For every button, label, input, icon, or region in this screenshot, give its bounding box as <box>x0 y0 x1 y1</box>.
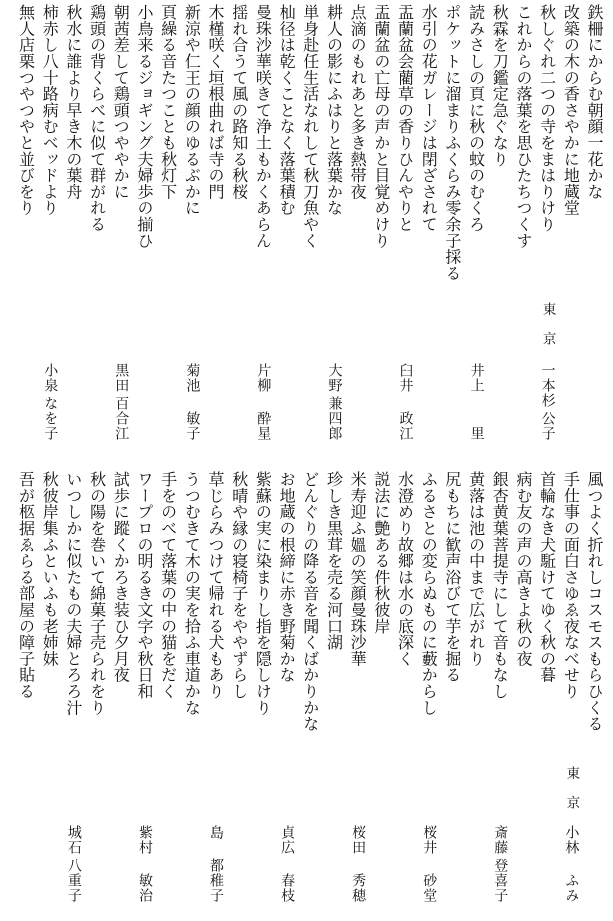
author-family-name: 斎藤 <box>492 825 509 855</box>
author-location: 東京 <box>563 766 580 825</box>
haiku-text: 風つよく折れしコスモスもらひくる <box>585 471 604 732</box>
author-name <box>345 825 369 903</box>
author-given-name: 敏治 <box>136 873 153 903</box>
haiku-column <box>203 455 227 921</box>
author-name <box>38 363 62 441</box>
author-family-name: 島 <box>208 825 224 840</box>
haiku-column <box>393 455 417 921</box>
haiku-text: 説法に艶ある件秋彼岸 <box>371 471 391 634</box>
haiku-column <box>274 455 298 921</box>
haiku-column <box>559 0 583 455</box>
haiku-column <box>440 0 464 455</box>
haiku-column <box>464 455 488 921</box>
author-name <box>61 825 85 903</box>
haiku-column <box>582 0 606 455</box>
author-given-name: ふみ <box>563 873 580 903</box>
haiku-column <box>345 0 369 455</box>
haiku-column <box>582 455 606 921</box>
haiku-text: 黄落は池の中まで広がれり <box>466 471 486 667</box>
author-family-name: 黒田 <box>113 363 130 393</box>
haiku-column <box>322 455 346 921</box>
haiku-column <box>109 0 133 455</box>
haiku-text: 珍しき黒茸を売る河口湖 <box>324 471 344 651</box>
haiku-column <box>535 0 559 455</box>
author-family-name: 紫村 <box>136 825 153 855</box>
author-name <box>274 825 298 903</box>
haiku-column <box>38 0 62 455</box>
haiku-column <box>369 455 393 921</box>
author-name <box>322 363 346 441</box>
haiku-text: 秋晴や縁の寝椅子をややずらし <box>229 471 249 700</box>
author-name <box>488 825 512 903</box>
haiku-column <box>274 0 298 455</box>
haiku-column <box>298 0 322 455</box>
author-family-name: 城石 <box>65 825 82 855</box>
haiku-column <box>322 0 346 455</box>
author-name <box>559 825 583 903</box>
author-given-name: 砂堂 <box>421 873 438 903</box>
haiku-text: 米寿迎ふ媼の笑顔曼珠沙華 <box>348 471 368 667</box>
haiku-text: 杣径は乾くことなく落葉積む <box>277 4 297 216</box>
author-name <box>203 825 227 903</box>
haiku-text: 秋の陽を巻いて綿菓子売られをり <box>87 471 107 716</box>
haiku-text: 新涼や仁王の顔のゆるぶかに <box>182 4 202 216</box>
haiku-column <box>440 455 464 921</box>
haiku-text: 曼珠沙華咲きて浄土もかくあらん <box>253 4 273 249</box>
author-given-name: 酔星 <box>255 411 272 441</box>
haiku-text: 首輪なき犬駈けてゆく秋の暮 <box>537 471 557 683</box>
haiku-column <box>14 0 38 455</box>
haiku-column <box>203 0 227 455</box>
haiku-column <box>511 0 535 455</box>
author-family-name: 大野 <box>326 363 343 393</box>
haiku-text: ポケットに溜まりふくらみ零余子採る <box>442 4 462 282</box>
haiku-text: 盂蘭盆の亡母の声かと目覚めけり <box>371 4 391 249</box>
haiku-column <box>227 0 251 455</box>
haiku-text: 試歩に蹤くかろき装ひ夕月夜 <box>111 471 131 683</box>
author-name <box>180 363 204 441</box>
haiku-text: 秋彼岸集ふといふも老姉妹 <box>40 471 60 667</box>
haiku-text: 水澄めり故郷は水の底深く <box>395 471 415 667</box>
author-given-name: 里 <box>468 426 485 441</box>
haiku-column <box>38 455 62 921</box>
author-given-name: 秀穂 <box>350 873 367 903</box>
haiku-text: いつしかに似たもの夫婦とろろ汁 <box>63 471 83 716</box>
haiku-text: 秋水に誰より早き木の葉舟 <box>63 4 83 200</box>
haiku-text: 秋霖を刀鑑定急ぐなり <box>490 4 510 167</box>
author-name <box>132 825 156 903</box>
haiku-text: 水引の花ガレージは閉ざされて <box>419 4 439 233</box>
author-given-name: 登喜子 <box>492 858 509 903</box>
haiku-text: 銀杏黄葉菩提寺にして音もなし <box>490 471 510 700</box>
haiku-column <box>511 455 535 921</box>
lower-section <box>13 455 606 921</box>
haiku-column <box>227 455 251 921</box>
author-location: 東京 <box>539 302 556 361</box>
author-family-name: 桜田 <box>350 825 367 855</box>
haiku-column <box>369 0 393 455</box>
haiku-text: うつむきて木の実を拾ふ車道かな <box>182 471 202 716</box>
haiku-text: 単身赴任生活なれして秋刀魚やく <box>300 4 320 249</box>
haiku-column <box>251 0 275 455</box>
haiku-text: 読みさしの頁に秋の蚊のむくろ <box>466 4 486 233</box>
haiku-text: 鶏頭の背くらべに似て群がれる <box>87 4 107 233</box>
author-name <box>535 363 559 441</box>
haiku-text: 病む友の声の高きよ秋の夜 <box>513 471 533 667</box>
haiku-text: 手仕事の面白さゆゑ夜なべせり <box>561 471 581 700</box>
author-family-name: 菊池 <box>184 363 201 393</box>
haiku-text: 木槿咲く垣根曲れば寺の門 <box>206 4 225 200</box>
haiku-column <box>85 0 109 455</box>
haiku-column <box>132 455 156 921</box>
haiku-column <box>535 455 559 921</box>
haiku-column <box>559 455 583 921</box>
author-given-name: 公子 <box>539 411 556 441</box>
haiku-text: 頁繰る音たつことも秋灯下 <box>158 4 178 200</box>
author-given-name: 八重子 <box>65 858 82 903</box>
author-family-name: 臼井 <box>397 363 414 393</box>
author-family-name: 片柳 <box>255 363 272 393</box>
haiku-column <box>345 455 369 921</box>
author-given-name: 敏子 <box>184 411 201 441</box>
haiku-text: 点滴のもれあと多き熱帯夜 <box>348 4 368 200</box>
haiku-column <box>488 0 512 455</box>
haiku-text: 尻もちに歓声浴びて芋を掘る <box>442 471 462 683</box>
haiku-text: これからの落葉を思ひたちつくす <box>513 4 533 249</box>
haiku-text: 草じらみつけて帰れる犬もあり <box>206 471 225 700</box>
author-name <box>109 363 133 441</box>
author-name <box>464 363 488 441</box>
haiku-column <box>298 455 322 921</box>
haiku-column <box>14 455 38 921</box>
haiku-column <box>61 455 85 921</box>
author-given-name: なを子 <box>42 396 59 441</box>
haiku-column <box>417 0 441 455</box>
author-family-name: 小林 <box>563 825 580 855</box>
haiku-text: 改築の木の香さやかに地蔵堂 <box>561 4 581 216</box>
haiku-text: 小鳥来るジョギング夫婦歩の揃ひ <box>134 4 154 249</box>
haiku-column <box>61 0 85 455</box>
haiku-column <box>488 455 512 921</box>
author-family-name: 貞広 <box>279 825 296 855</box>
author-family-name: 桜井 <box>421 825 438 855</box>
haiku-column <box>132 0 156 455</box>
haiku-column <box>109 455 133 921</box>
author-given-name: 兼四郎 <box>326 396 343 441</box>
haiku-text: 揺れ合うて風の路知る秋桜 <box>229 4 249 200</box>
haiku-column <box>180 455 204 921</box>
author-given-name: 都稚子 <box>208 858 224 903</box>
haiku-text: 朝茜差して鶏頭つややかに <box>111 4 131 200</box>
haiku-column <box>251 455 275 921</box>
haiku-text: お地蔵の根締に赤き野菊かな <box>277 471 297 683</box>
haiku-column <box>417 455 441 921</box>
haiku-text: 鉄柵にからむ朝顔一花かな <box>585 4 604 200</box>
author-family-name: 一本杉 <box>539 363 556 408</box>
haiku-column <box>85 455 109 921</box>
author-name <box>393 363 417 441</box>
haiku-text: ワープロの明るき文字や秋日和 <box>134 471 154 700</box>
haiku-text: どんぐりの降る音を聞くばかりかな <box>300 471 320 732</box>
haiku-text: 手をのべて落葉の中の猫をだく <box>158 471 178 700</box>
author-family-name: 井上 <box>468 363 485 393</box>
haiku-column <box>180 0 204 455</box>
haiku-column <box>156 455 180 921</box>
haiku-column <box>393 0 417 455</box>
haiku-text: 柿赤し八十路病むベッドより <box>40 4 60 216</box>
author-given-name: 春枝 <box>279 873 296 903</box>
upper-section <box>13 0 606 455</box>
author-given-name: 政江 <box>397 411 414 441</box>
haiku-column <box>464 0 488 455</box>
haiku-text: ふるさとの変らぬものに藪からし <box>419 471 439 716</box>
author-given-name: 百合江 <box>113 396 130 441</box>
haiku-text: 無人店栗つやつやと並びをり <box>16 4 36 216</box>
haiku-text: 秋しぐれ二つの寺をまはりけり <box>537 4 557 233</box>
haiku-column <box>156 0 180 455</box>
haiku-text: 盂蘭盆会藺草の香りひんやりと <box>395 4 415 233</box>
author-name <box>417 825 441 903</box>
haiku-text: 紫蘇の実に染まりし指を隠しけり <box>253 471 273 716</box>
author-family-name: 小泉 <box>42 363 59 393</box>
author-name <box>251 363 275 441</box>
haiku-text: 耕人の影にふはりと落葉かな <box>324 4 344 216</box>
haiku-text: 吾が柩据ゑらる部屋の障子貼る <box>16 471 36 700</box>
